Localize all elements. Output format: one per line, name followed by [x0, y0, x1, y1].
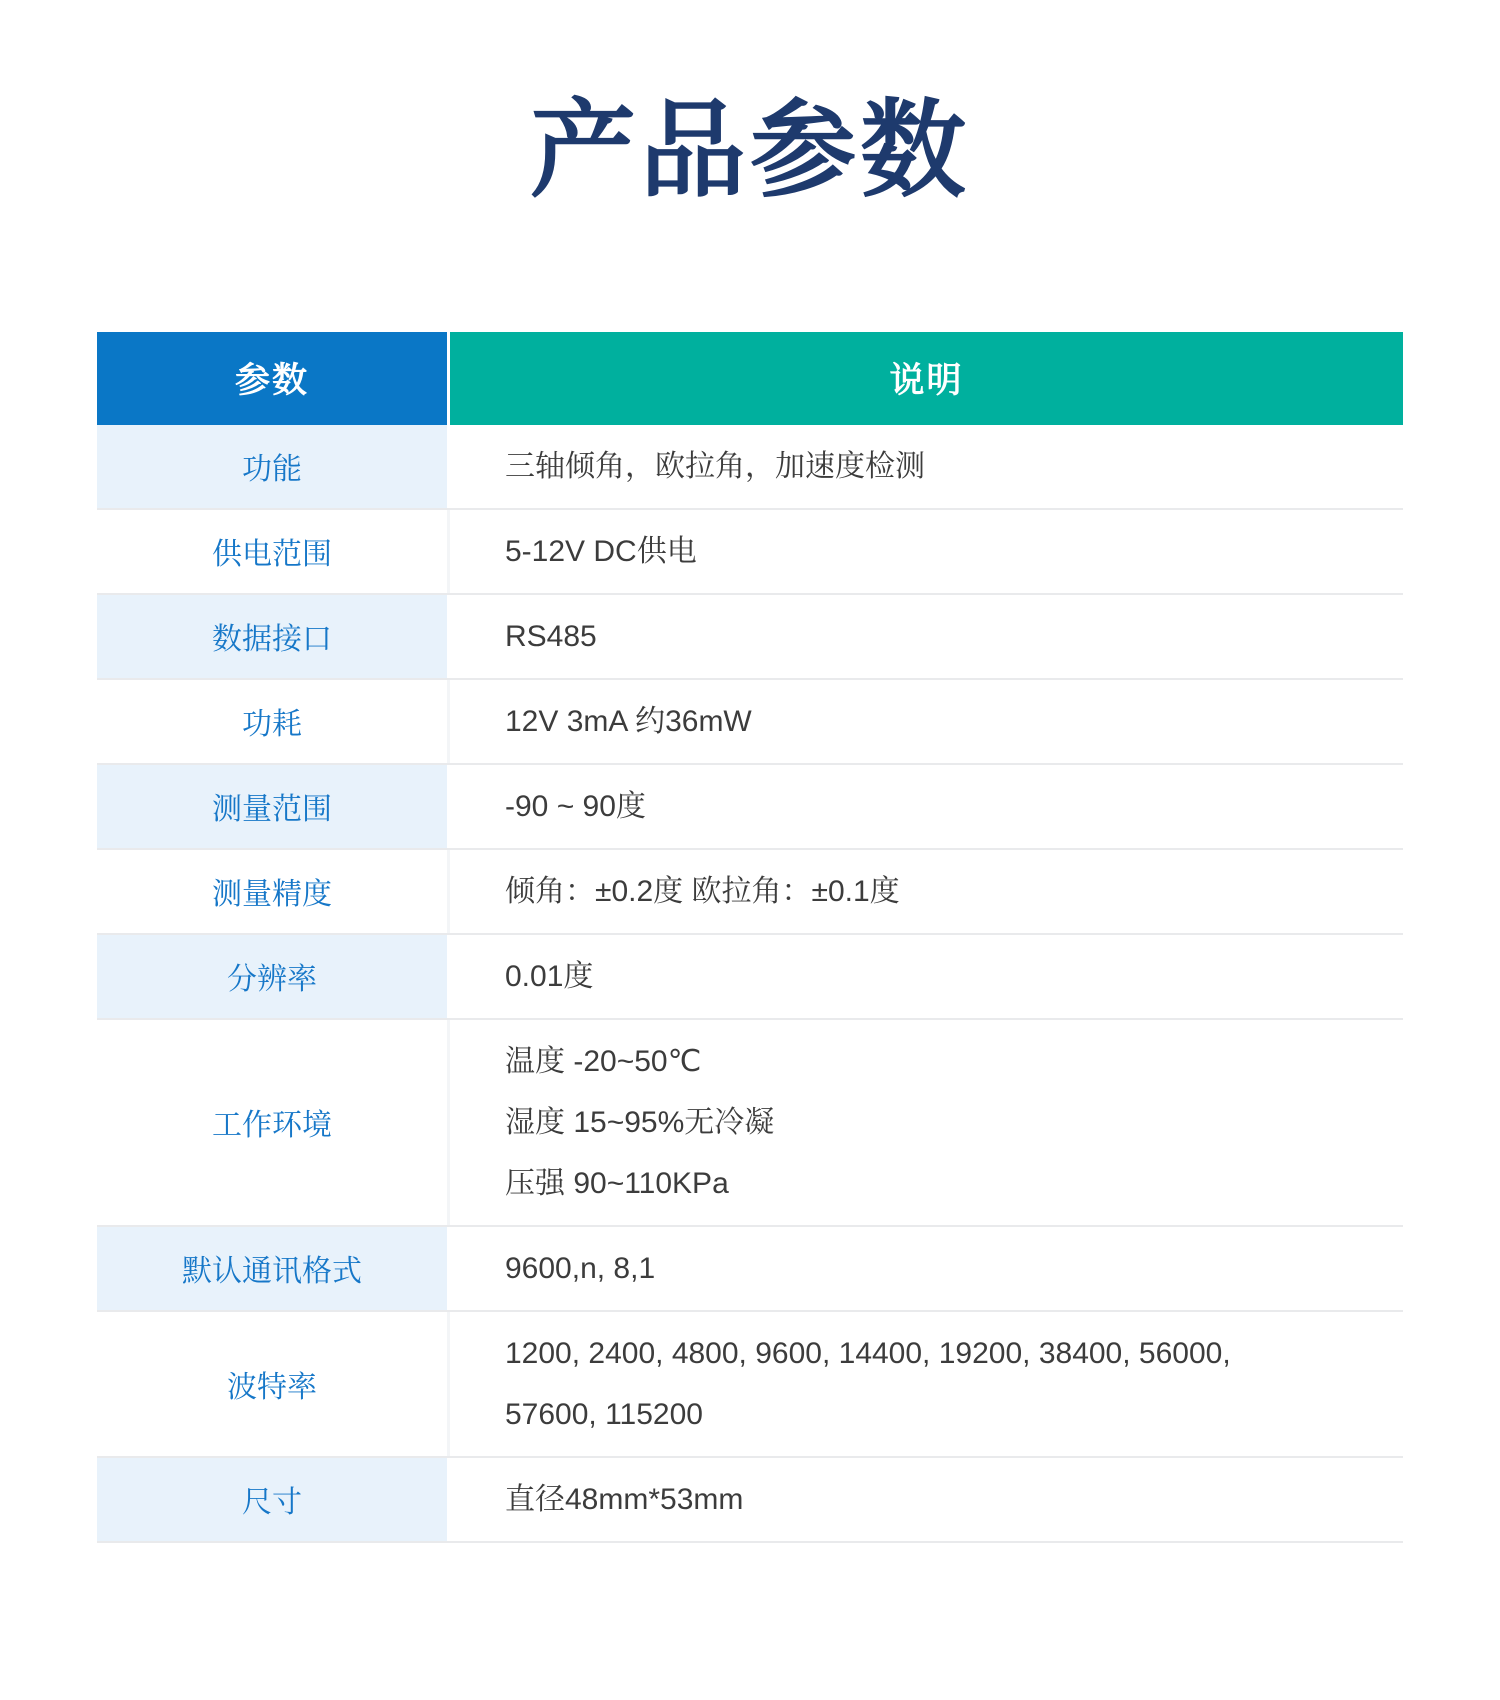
param-label: 波特率: [97, 1312, 450, 1456]
param-label: 默认通讯格式: [97, 1227, 450, 1310]
param-value: [450, 1458, 1403, 1541]
table-header-param: 参数: [97, 332, 450, 425]
param-label: 功耗: [97, 680, 450, 763]
table-row: [97, 680, 1403, 765]
table-row: [97, 1227, 1403, 1312]
param-label: 工作环境: [97, 1020, 450, 1225]
param-value: [450, 510, 1403, 593]
param-value: [450, 935, 1403, 1018]
page-title: 产品参数: [530, 92, 970, 210]
value-line: 湿度 15~95%无冷凝: [505, 1105, 775, 1139]
spec-table: [97, 332, 1403, 1543]
table-row: [97, 1020, 1403, 1227]
table-row: [97, 510, 1403, 595]
param-label: 分辨率: [97, 935, 450, 1018]
value-line: 12V 3mA 约36mW: [505, 704, 752, 738]
table-row: [97, 935, 1403, 1020]
table-row: [97, 850, 1403, 935]
table-row: [97, 425, 1403, 510]
param-value: [450, 1312, 1403, 1456]
param-label: 数据接口: [97, 595, 450, 678]
value-line: 压强 90~110KPa: [505, 1166, 729, 1200]
value-line: RS485: [505, 619, 597, 653]
value-line: 1200, 2400, 4800, 9600, 14400, 19200, 38400, 56000,: [505, 1336, 1231, 1370]
param-value: [450, 425, 1403, 508]
value-line: 温度 -20~50℃: [505, 1044, 702, 1078]
table-header-row: [97, 332, 1403, 425]
value-line: 三轴倾角，欧拉角，加速度检测: [505, 449, 925, 483]
param-value: [450, 765, 1403, 848]
value-line: 倾角：±0.2度 欧拉角：±0.1度: [505, 874, 900, 908]
table-row: [97, 1312, 1403, 1458]
table-row: [97, 1458, 1403, 1543]
value-line: 5-12V DC供电: [505, 534, 697, 568]
value-line: 9600,n, 8,1: [505, 1251, 656, 1285]
param-label: 测量精度: [97, 850, 450, 933]
param-value: [450, 1020, 1403, 1225]
table-row: [97, 595, 1403, 680]
table-body: [97, 425, 1403, 1543]
param-value: [450, 850, 1403, 933]
table-header-desc: 说明: [450, 332, 1403, 425]
param-value: [450, 595, 1403, 678]
value-line: 直径48mm*53mm: [505, 1482, 744, 1516]
param-label: 测量范围: [97, 765, 450, 848]
param-label: 供电范围: [97, 510, 450, 593]
param-value: [450, 680, 1403, 763]
value-line: 0.01度: [505, 959, 594, 993]
param-value: [450, 1227, 1403, 1310]
value-line: 57600, 115200: [505, 1397, 703, 1431]
value-line: -90 ~ 90度: [505, 789, 646, 823]
param-label: 尺寸: [97, 1458, 450, 1541]
param-label: 功能: [97, 425, 450, 508]
table-row: [97, 765, 1403, 850]
